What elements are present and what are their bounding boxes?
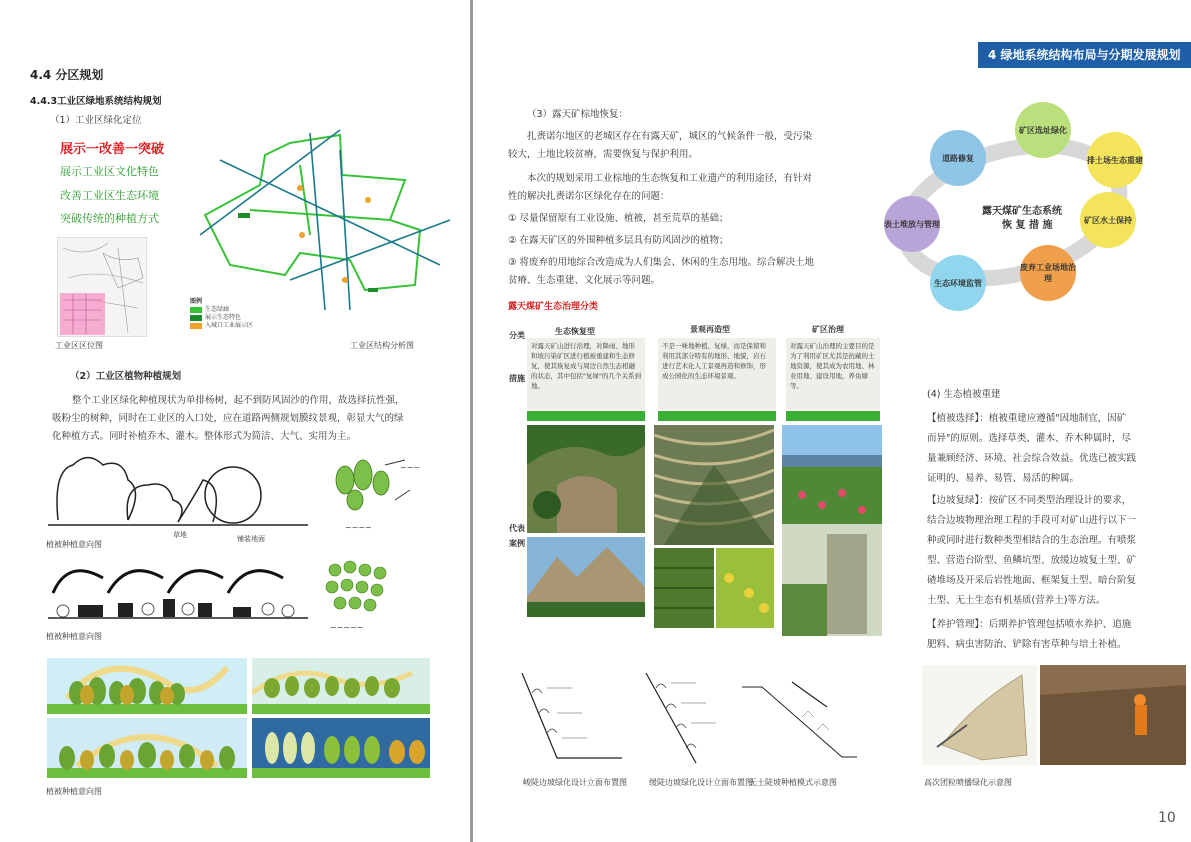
category-ecology: 生态恢复型 xyxy=(555,327,595,336)
structure-map xyxy=(190,125,470,315)
para-line-2: 吸粉尘的树种，同时在工业区的入口处，应在道路两侧规划膜纹景观，彰显大气的绿 xyxy=(52,413,404,424)
list-item-3b: 贫瘠、生态重建、文化展示等问题。 xyxy=(508,275,661,286)
legend-item-ecology: 展示生态特色 xyxy=(190,314,253,322)
category-ecology-text: 对露天矿山进行治理，对降雨、地形和坡污染矿区进行植被重建和生态修复，使其恢复成与周边自然生态相融的状态，其中包括"复绿"的几个关系到地。 xyxy=(527,338,645,410)
item3-heading: （3）露天矿棕地恢复： xyxy=(527,109,629,120)
list-item-3a: ③ 将废弃的用地综合改造成为人们集会、休闲的生态用地。综合解决土地 xyxy=(508,257,815,268)
para2-line-2: 性的解决扎赉诺尔区绿化存在的问题： xyxy=(508,191,670,202)
node-site-greening: 矿区选址绿化 xyxy=(1015,102,1071,158)
location-map-graphic xyxy=(58,238,147,337)
node-road-repair: 道路修复 xyxy=(930,130,986,186)
para-line-3: 化种植方式。同时补植乔木、灌木。整体形式为简洁、大气、实用为主。 xyxy=(52,431,357,442)
subsection-title: 4.4.3工业区绿地系统结构规划 xyxy=(30,96,162,107)
svg-text:~~~~~: ~~~~~ xyxy=(330,623,364,632)
diagram-center-subtitle: 恢 复 措 施 xyxy=(1002,220,1053,231)
hand-sketch-trees xyxy=(325,455,445,535)
slope-caption-soilless: 无土陡坡种植模式示意图 xyxy=(749,778,837,787)
legend-item-corridor: 生态绿廊 xyxy=(190,306,253,314)
sketch3-caption: 植被种植意向图 xyxy=(46,787,102,796)
svg-text:~~~~: ~~~~ xyxy=(345,523,372,532)
para4-line-1: 【边坡复绿】：按矿区不同类型治理设计的要求， xyxy=(927,495,1132,506)
category-mine-bar xyxy=(786,411,880,421)
para5-line-1: 【养护管理】：后期养护管理包括喷水养护、追施 xyxy=(927,619,1132,630)
node-water-soil: 矿区水土保持 xyxy=(1080,192,1136,248)
hand-sketch-grid xyxy=(320,555,420,640)
map-legend xyxy=(190,298,253,330)
list-item-2: ② 在露天矿区的外围种植多层具有防风固沙的植物； xyxy=(508,235,729,246)
para3-line-3: 量兼顾经济、环境、社会综合效益。优选已被实践 xyxy=(927,453,1137,464)
location-map xyxy=(57,237,147,337)
chapter-header: 4 绿地系统结构布局与分期发展规划 xyxy=(978,42,1191,68)
svg-text:~~~: ~~~ xyxy=(400,463,421,472)
category-ecology-bar xyxy=(527,411,645,421)
category-mine: 矿区治理 xyxy=(812,325,844,334)
point-1: 展示工业区文化特色 xyxy=(60,165,159,178)
case-photo-mine-2 xyxy=(782,524,882,636)
planting-sketch-1 xyxy=(48,450,308,535)
category-landscape: 景观再造型 xyxy=(690,325,730,334)
node-topsoil: 表土堆放与管理 xyxy=(884,196,940,252)
row-label-category: 分类 xyxy=(509,331,525,340)
para3-line-2: 而异"的原则。选择草类、灌木、乔木种属时，尽 xyxy=(927,433,1131,444)
table-title: 露天煤矿生态治理分类 xyxy=(508,302,599,312)
para-line-1: 整个工业区绿化种植现状为单排杨树，起不到防风固沙的作用，故选择抗性强， xyxy=(72,395,405,406)
structure-map-caption: 工业区结构分析图 xyxy=(350,341,414,350)
diagram-center-title: 露天煤矿生态系统 xyxy=(982,206,1062,217)
page-number: 10 xyxy=(1158,810,1176,826)
planting-elevation-4 xyxy=(252,718,430,778)
para3-line-1: 【植被选择】：植被重建应遵循"因地制宜，因矿 xyxy=(927,413,1127,424)
item2-heading: （2）工业区植物种植规划 xyxy=(70,371,182,382)
node-abandoned-site: 废弃工业场地治理 xyxy=(1020,245,1076,301)
para5-line-2: 肥料、病虫害防治、铲除有害草种与培土补植。 xyxy=(927,639,1127,650)
slope-diagram-soilless xyxy=(742,672,857,767)
page-divider xyxy=(470,0,473,842)
planting-elevation-2 xyxy=(252,658,430,714)
para4-line-2: 结合边坡物理治理工程的手段可对矿山进行以下一 xyxy=(927,515,1137,526)
spray-caption: 高次团粒喷播绿化示意图 xyxy=(924,778,1012,787)
list-item-1: ① 尽量保留原有工业设施、植被，甚至荒草的基础； xyxy=(508,213,729,224)
para3-line-4: 证明的、易养、易管、易活的种属。 xyxy=(927,473,1080,484)
node-dump-rebuild: 排土场生态重建 xyxy=(1087,132,1143,188)
case-photo-ecology-1 xyxy=(527,425,645,533)
case-photo-landscape-2 xyxy=(654,548,774,628)
row-label-measure: 措施 xyxy=(509,374,525,383)
category-landscape-text: 不是一味地种植、复绿，而是保留和利用其部分特有的地形、地貌，岩石进行艺术化人工景观再造和修饰，形成公园化的生态环境景观。 xyxy=(658,338,776,410)
row-label-case-2: 案例 xyxy=(509,539,525,548)
slope-diagram-gentle xyxy=(636,668,736,773)
spray-illustration xyxy=(922,665,1037,765)
location-map-caption: 工业区区位图 xyxy=(55,341,103,350)
slope-diagram-steep xyxy=(517,668,627,773)
para4-line-3: 种或同时进行数种类型相结合的生态治理。有喷浆 xyxy=(927,535,1137,546)
sketch1-label-grass: 草地 xyxy=(173,531,187,539)
slope-caption-steep: 峻陡边坡绿化设计立面布置图 xyxy=(523,778,627,787)
para1-line-2: 较大，土地比较贫瘠，需要恢复与保护利用。 xyxy=(508,149,699,160)
category-landscape-bar xyxy=(658,411,776,421)
para4-line-4: 型、营造台阶型、鱼鳞坑型、放缓边坡复土型、矿 xyxy=(927,555,1137,566)
legend-title: 图例 xyxy=(190,298,203,305)
para4-line-6: 土型、无土生态有机基质(营养土)等方法。 xyxy=(927,595,1106,606)
category-mine-text: 对露天矿山治理的主要目的是为了利用矿区尤其是抗藏的土地资源，使其成为农用地、林业用地、建设用地，养鱼塘等。 xyxy=(786,338,880,410)
item1-heading: （1）工业区绿化定位 xyxy=(50,115,142,126)
slogan: 展示一改善一突破 xyxy=(60,142,165,157)
legend-item-entrance: 入城口工业展示区 xyxy=(190,322,253,330)
planting-elevation-3 xyxy=(47,718,247,778)
sketch1-label-paving: 铺装地面 xyxy=(237,535,265,543)
para4-line-5: 碴堆场及开采后岩性地面、框架复土型、暗台阶复 xyxy=(927,575,1137,586)
case-photo-landscape-1 xyxy=(654,425,774,545)
sketch2-caption: 植被种植意向图 xyxy=(46,632,102,641)
point-3: 突破传统的种植方式 xyxy=(60,212,159,225)
section-title: 4.4 分区规划 xyxy=(30,68,104,82)
point-2: 改善工业区生态环境 xyxy=(60,189,159,202)
slope-caption-gentle: 缓陡边坡绿化设计立面布置图 xyxy=(649,778,753,787)
planting-sketch-2 xyxy=(48,553,308,623)
spray-photo xyxy=(1040,665,1186,765)
planting-elevation-1 xyxy=(47,658,247,714)
case-photo-ecology-2 xyxy=(527,537,645,617)
sketch1-caption: 植被种植意向图 xyxy=(46,540,102,549)
row-label-case-1: 代表 xyxy=(509,524,525,533)
node-env-monitoring: 生态环境监管 xyxy=(930,255,986,311)
item4-heading: (4) 生态植被重建 xyxy=(927,389,1001,400)
case-photo-mine-1 xyxy=(782,425,882,533)
para1-line-1: 扎赉诺尔地区的老城区存在有露天矿，城区的气候条件一般，受污染 xyxy=(527,131,813,142)
para2-line-1: 本次的规划采用工业棕地的生态恢复和工业遗产的利用途径，有针对 xyxy=(527,173,813,184)
